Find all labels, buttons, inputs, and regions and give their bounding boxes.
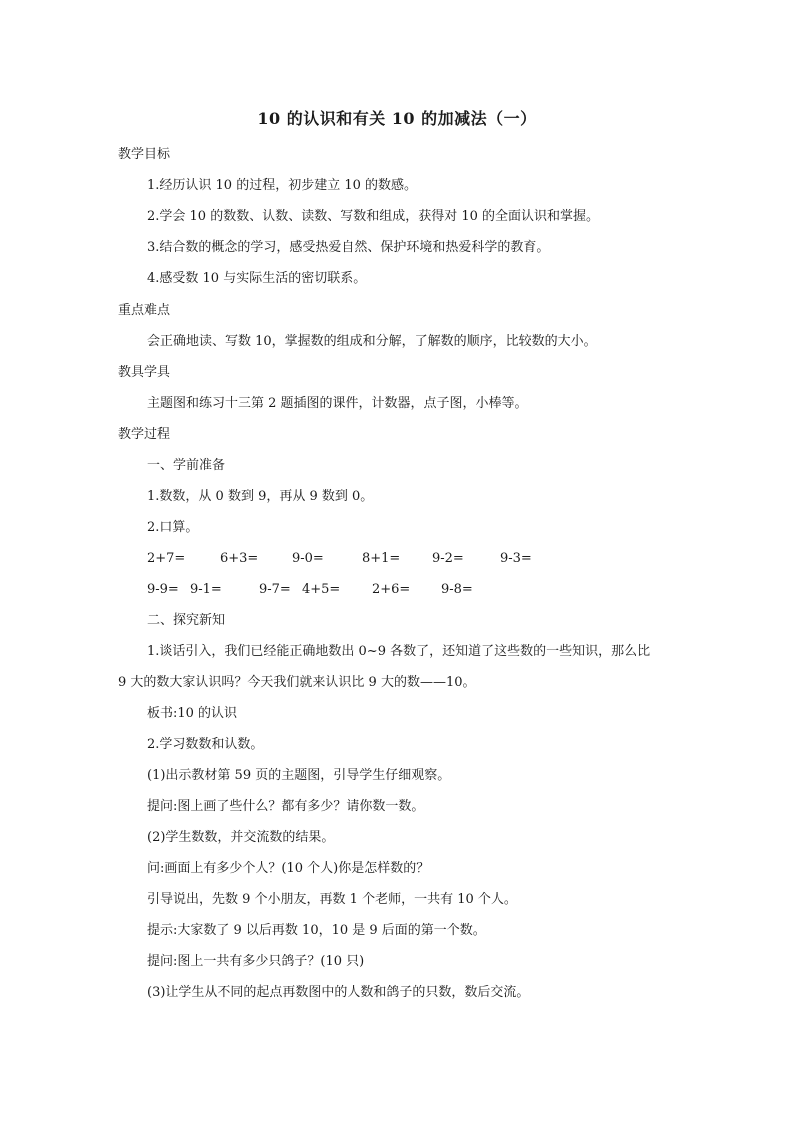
board-note: 板书:10 的认识 [147,706,238,721]
arith-item: 9-3= [500,551,532,566]
arith-item: 9-7= [259,582,291,597]
key-points-text: 会正确地读、写数 10，掌握数的组成和分解，了解数的顺序，比较数的大小。 [147,334,597,349]
heading-process: 教学过程 [118,427,171,442]
step-count: 1.数数，从 0 数到 9，再从 9 数到 0。 [147,489,374,504]
arith-item: 8+1= [362,551,401,566]
arith-item: 9-0= [292,551,324,566]
sub-step-1: (1)出示教材第 59 页的主题图，引导学生仔细观察。 [147,768,451,783]
sub-step-2: (2)学生数数，并交流数的结果。 [147,830,335,845]
document-title: 10 的认识和有关 10 的加减法（一） [257,109,537,128]
question-2: 问:画面上有多少个人？(10 个人)你是怎样数的？ [147,861,430,876]
question-3: 提问:图上一共有多少只鸽子？(10 只) [147,954,365,969]
arith-item: 2+7= [147,551,186,566]
objective-item-2: 2.学会 10 的数数、认数、读数、写数和组成，获得对 10 的全面认识和掌握。 [147,209,600,224]
arith-item: 9-2= [432,551,464,566]
heading-objectives: 教学目标 [118,147,171,162]
intro-line-1: 1.谈话引入，我们已经能正确地数出 0~9 各数了，还知道了这些数的一些知识，那么比 [147,644,651,659]
part2-heading: 二、探究新知 [147,613,226,628]
objective-item-4: 4.感受数 10 与实际生活的密切联系。 [147,271,367,286]
hint-text: 提示:大家数了 9 以后再数 10，10 是 9 后面的第一个数。 [147,923,486,938]
tools-text: 主题图和练习十三第 2 题插图的课件，计数器，点子图，小棒等。 [147,396,528,411]
arith-item: 6+3= [220,551,259,566]
arith-item: 4+5= [302,582,341,597]
question-1: 提问:图上画了些什么？都有多少？请你数一数。 [147,799,425,814]
part1-heading: 一、学前准备 [147,458,226,473]
sub-step-3: (3)让学生从不同的起点再数图中的人数和鸽子的只数，数后交流。 [147,985,530,1000]
step-mental-arith: 2.口算。 [147,520,199,535]
arith-item: 9-1= [190,582,222,597]
intro-line-2: 9 大的数大家认识吗？今天我们就来认识比 9 大的数——10。 [118,675,476,690]
objective-item-1: 1.经历认识 10 的过程，初步建立 10 的数感。 [147,178,418,193]
objective-item-3: 3.结合数的概念的学习，感受热爱自然、保护环境和热爱科学的教育。 [147,240,550,255]
arith-item: 9-9= [147,582,179,597]
heading-tools: 教具学具 [118,365,171,380]
guide-text: 引导说出，先数 9 个小朋友，再数 1 个老师，一共有 10 个人。 [147,892,517,907]
learn-step: 2.学习数数和认数。 [147,737,264,752]
heading-key-points: 重点难点 [118,303,171,318]
arith-item: 2+6= [372,582,411,597]
arith-item: 9-8= [441,582,473,597]
